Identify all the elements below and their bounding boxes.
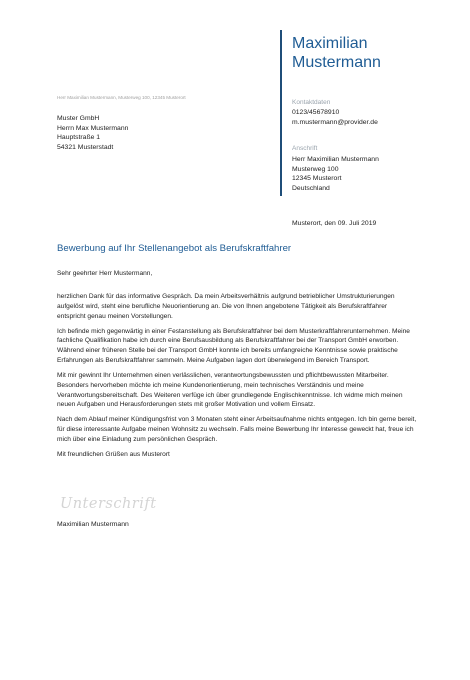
- letter-body: [57, 292, 417, 465]
- body-paragraph: Nach dem Ablauf meiner Kündigungsfrist von 3 Monaten steht einer Arbeitsaufnahme nichts entgegen. Ich bin gerne bereit, für diese interessante Aufgabe meinen Wohnsitz zu wechseln. Falls meine Bewerbung Ihr Interesse geweckt hat, freue ich mich über eine Einladung zum persönlichen Gespräch.: [57, 416, 417, 443]
- sender-first-name: Maximilian: [292, 35, 368, 52]
- address-line: 12345 Musterort: [292, 175, 342, 183]
- letter-date: Musterort, den 09. Juli 2019: [292, 220, 377, 227]
- address-label: Anschrift: [292, 145, 318, 152]
- contact-label: Kontaktdaten: [292, 99, 331, 106]
- sender-name: [292, 34, 381, 72]
- recipient-line: Muster GmbH: [57, 115, 100, 122]
- recipient-line: Herrn Max Mustermann: [57, 124, 129, 132]
- signer-name: Maximilian Mustermann: [57, 521, 129, 528]
- header-divider-bar: [280, 30, 282, 196]
- sender-last-name: Mustermann: [292, 54, 381, 71]
- contact-block: [292, 108, 378, 127]
- salutation: Sehr geehrter Herr Mustermann,: [57, 270, 153, 277]
- return-address-line: Herr Maximilian Mustermann, Musterweg 100, 12345 Musterort: [57, 95, 186, 100]
- signature-placeholder: Unterschrift: [60, 496, 157, 512]
- phone-number: 0123/45678910: [292, 109, 340, 116]
- closing-line: Mit freundlichen Grüßen aus Musterort: [57, 450, 170, 458]
- recipient-line: 54321 Musterstadt: [57, 143, 114, 151]
- body-paragraph: Ich befinde mich gegenwärtig in einer Festanstellung als Berufskraftfahrer bei dem Musterkraftfahrerunternehmen. Meine fachliche Qualifikation habe ich durch eine Berufsausbildung als Berufskraftfahrer bei der Transport GmbH erworben. Während einer früheren Stelle bei der Transport GmbH konnte ich bereits umfangreiche Kenntnisse sowie praktische Erfahrungen als Berufskraftfahrer sammeln. Meine Aufgaben lagen dort überwiegend im Bereich Transport.: [57, 327, 410, 364]
- email-address: m.mustermann@provider.de: [292, 118, 378, 126]
- body-paragraph: Mit mir gewinnt Ihr Unternehmen einen verlässlichen, verantwortungsbewussten und pflichtbewussten Mitarbeiter. Besonders hervorheben möchte ich meine Kundenorientierung, mein technisches Verständnis und meine Verantwortungsbereitschaft. Des Weiteren verfüge ich über grundlegende Englischkenntnisse. Ich widme mich meinen neuen Aufgaben und Herausforderungen stets mit großer Motivation und vollem Einsatz.: [57, 371, 403, 409]
- letter-subject: Bewerbung auf Ihr Stellenangebot als Berufskraftfahrer: [57, 243, 292, 254]
- sender-address-block: [292, 155, 379, 193]
- address-line: Herr Maximilian Mustermann: [292, 156, 379, 163]
- body-paragraph: herzlichen Dank für das informative Gespräch. Da mein Arbeitsverhältnis aufgrund betrieblicher Umstrukturierungen aufgelöst wird, steht eine berufliche Neuorientierung an. Die von Ihnen angebotene Tätigkeit als Berufskraftfahrer entspricht genau meinen Vorstellungen.: [57, 293, 395, 320]
- recipient-address: [57, 114, 128, 152]
- address-line: Musterweg 100: [292, 165, 339, 173]
- address-line: Deutschland: [292, 184, 330, 192]
- recipient-line: Hauptstraße 1: [57, 134, 101, 142]
